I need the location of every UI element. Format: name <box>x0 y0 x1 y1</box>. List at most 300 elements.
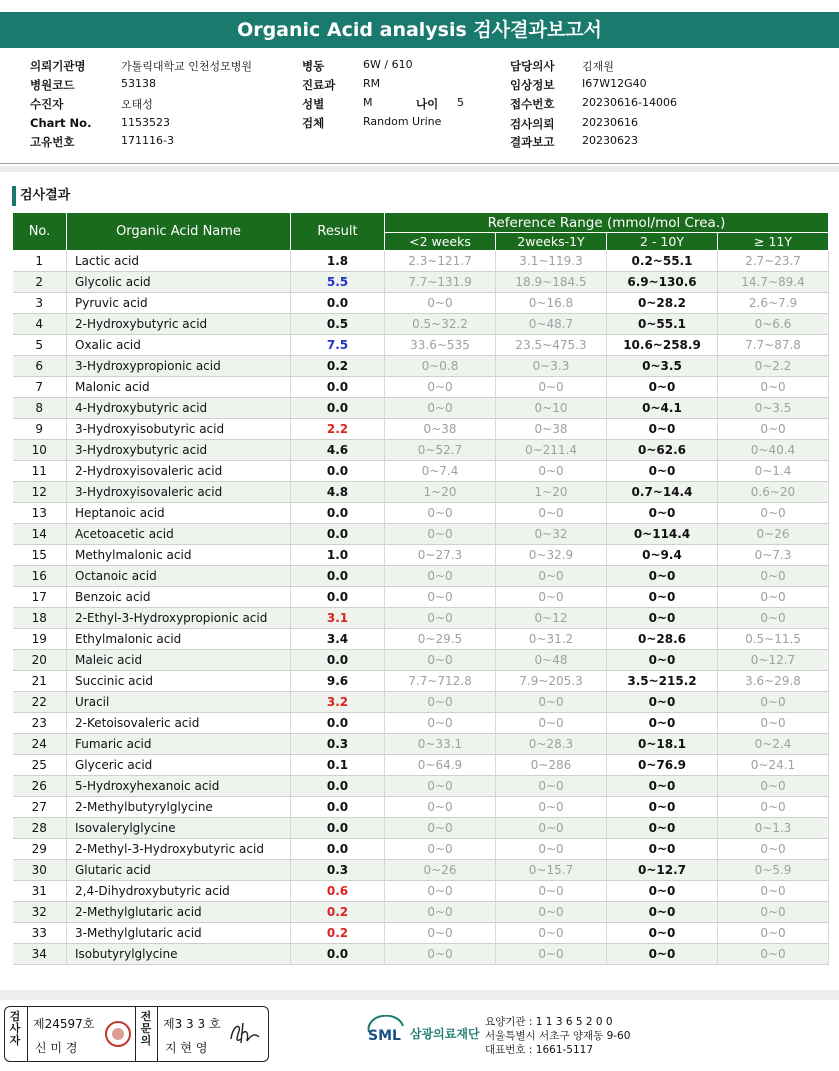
table-row <box>13 461 829 482</box>
ref-range-2-10y: 6.9~130.6 <box>607 272 718 293</box>
ref-range-over-11y: 2.7~23.7 <box>718 251 829 272</box>
ref-range-under-2w: 0~0 <box>385 818 496 839</box>
ref-range-over-11y: 0~0 <box>718 692 829 713</box>
ref-range-over-11y: 0~1.4 <box>718 461 829 482</box>
acid-name: 2,4-Dihydroxybutyric acid <box>67 881 291 902</box>
ref-range-under-2w: 0~0 <box>385 650 496 671</box>
ref-range-2w-1y: 0~10 <box>496 398 607 419</box>
ref-range-2-10y: 0~0 <box>607 713 718 734</box>
result-value: 0.0 <box>291 461 385 482</box>
acid-name: Glutaric acid <box>67 860 291 881</box>
approver-license: 제3 3 3 호 <box>163 1017 221 1031</box>
sig-divider <box>157 1007 158 1061</box>
ref-range-under-2w: 0~33.1 <box>385 734 496 755</box>
row-number: 9 <box>13 419 67 440</box>
info-value: 20230616 <box>582 116 638 129</box>
ref-range-2w-1y: 0~211.4 <box>496 440 607 461</box>
ref-range-under-2w: 0~0 <box>385 713 496 734</box>
row-number: 18 <box>13 608 67 629</box>
info-value: 5 <box>457 96 464 109</box>
row-number: 33 <box>13 923 67 944</box>
ref-range-under-2w: 0~26 <box>385 860 496 881</box>
table-row <box>13 314 829 335</box>
row-number: 17 <box>13 587 67 608</box>
ref-range-over-11y: 0~0 <box>718 944 829 965</box>
ref-range-2w-1y: 0~0 <box>496 461 607 482</box>
table-row <box>13 524 829 545</box>
row-number: 10 <box>13 440 67 461</box>
ref-range-over-11y: 0.5~11.5 <box>718 629 829 650</box>
tester-license: 제24597호 <box>33 1017 95 1031</box>
ref-range-over-11y: 0~0 <box>718 902 829 923</box>
result-value: 0.0 <box>291 818 385 839</box>
ref-range-2w-1y: 0~38 <box>496 419 607 440</box>
ref-range-2w-1y: 0~0 <box>496 881 607 902</box>
ref-range-2w-1y: 0~286 <box>496 755 607 776</box>
ref-range-over-11y: 3.6~29.8 <box>718 671 829 692</box>
signature-box <box>4 1006 269 1062</box>
ref-range-2-10y: 0~28.6 <box>607 629 718 650</box>
info-value: 20230616-14006 <box>582 96 677 109</box>
info-value: RM <box>363 77 381 90</box>
result-value: 0.0 <box>291 713 385 734</box>
ref-range-over-11y: 0~0 <box>718 377 829 398</box>
col-header-range: ≥ 11Y <box>718 233 829 251</box>
ref-range-under-2w: 0~0 <box>385 692 496 713</box>
table-row <box>13 797 829 818</box>
ref-range-2-10y: 0~0 <box>607 566 718 587</box>
result-value: 0.0 <box>291 524 385 545</box>
ref-range-2w-1y: 0~16.8 <box>496 293 607 314</box>
info-label: 진료과 <box>302 78 336 92</box>
ref-range-over-11y: 0~26 <box>718 524 829 545</box>
col-header-name: Organic Acid Name <box>67 213 291 251</box>
ref-range-2w-1y: 7.9~205.3 <box>496 671 607 692</box>
row-number: 1 <box>13 251 67 272</box>
ref-range-under-2w: 0~0 <box>385 902 496 923</box>
tester-name: 신 미 경 <box>35 1041 78 1055</box>
ref-range-over-11y: 14.7~89.4 <box>718 272 829 293</box>
acid-name: 2-Hydroxyisovaleric acid <box>67 461 291 482</box>
ref-range-over-11y: 0~2.4 <box>718 734 829 755</box>
info-value: Random Urine <box>363 115 442 128</box>
footer-separator <box>0 990 839 1000</box>
ref-range-2-10y: 0~0 <box>607 944 718 965</box>
row-number: 26 <box>13 776 67 797</box>
row-number: 3 <box>13 293 67 314</box>
row-number: 20 <box>13 650 67 671</box>
result-value: 7.5 <box>291 335 385 356</box>
col-header-range: 2 - 10Y <box>607 233 718 251</box>
ref-range-2w-1y: 0~0 <box>496 587 607 608</box>
acid-name: Methylmalonic acid <box>67 545 291 566</box>
contact-line: 서울특별시 서초구 양재동 9-60 <box>485 1030 631 1042</box>
ref-range-2-10y: 0~0 <box>607 377 718 398</box>
ref-range-over-11y: 0~1.3 <box>718 818 829 839</box>
ref-range-under-2w: 0~0 <box>385 797 496 818</box>
table-row <box>13 545 829 566</box>
row-number: 4 <box>13 314 67 335</box>
ref-range-over-11y: 0~3.5 <box>718 398 829 419</box>
table-row <box>13 902 829 923</box>
info-label: 검사의뢰 <box>510 117 555 131</box>
ref-range-over-11y: 0~0 <box>718 608 829 629</box>
acid-name: 3-Hydroxyisobutyric acid <box>67 419 291 440</box>
acid-name: 3-Hydroxyisovaleric acid <box>67 482 291 503</box>
result-value: 0.0 <box>291 797 385 818</box>
info-value: 가톨릭대학교 인천성모병원 <box>121 60 253 73</box>
ref-range-2w-1y: 0~0 <box>496 944 607 965</box>
ref-range-under-2w: 1~20 <box>385 482 496 503</box>
row-number: 34 <box>13 944 67 965</box>
row-number: 25 <box>13 755 67 776</box>
info-label: 병원코드 <box>30 78 75 92</box>
ref-range-2-10y: 0~18.1 <box>607 734 718 755</box>
result-value: 0.2 <box>291 923 385 944</box>
table-row <box>13 629 829 650</box>
table-row <box>13 692 829 713</box>
result-value: 0.0 <box>291 293 385 314</box>
table-row <box>13 818 829 839</box>
ref-range-under-2w: 33.6~535 <box>385 335 496 356</box>
ref-range-2w-1y: 0~0 <box>496 923 607 944</box>
ref-range-2-10y: 0~0 <box>607 587 718 608</box>
ref-range-over-11y: 0~6.6 <box>718 314 829 335</box>
acid-name: 2-Ketoisovaleric acid <box>67 713 291 734</box>
table-row <box>13 650 829 671</box>
result-value: 0.0 <box>291 776 385 797</box>
table-row <box>13 755 829 776</box>
ref-range-under-2w: 0~52.7 <box>385 440 496 461</box>
table-row <box>13 293 829 314</box>
result-value: 0.0 <box>291 566 385 587</box>
row-number: 5 <box>13 335 67 356</box>
ref-range-over-11y: 0~0 <box>718 713 829 734</box>
lab-name: 삼광의료재단 <box>410 1027 480 1041</box>
table-row <box>13 398 829 419</box>
row-number: 30 <box>13 860 67 881</box>
acid-name: Pyruvic acid <box>67 293 291 314</box>
ref-range-2w-1y: 0~32.9 <box>496 545 607 566</box>
info-label: 결과보고 <box>510 135 555 149</box>
info-value: 171116-3 <box>121 134 174 147</box>
result-value: 0.3 <box>291 860 385 881</box>
ref-range-under-2w: 0~0 <box>385 923 496 944</box>
table-row <box>13 587 829 608</box>
ref-range-2-10y: 0~0 <box>607 650 718 671</box>
ref-range-over-11y: 0~7.3 <box>718 545 829 566</box>
result-value: 0.5 <box>291 314 385 335</box>
info-label: 수진자 <box>30 97 64 111</box>
ref-range-2w-1y: 0~0 <box>496 692 607 713</box>
ref-range-2-10y: 3.5~215.2 <box>607 671 718 692</box>
result-value: 0.3 <box>291 734 385 755</box>
ref-range-under-2w: 0~27.3 <box>385 545 496 566</box>
ref-range-over-11y: 0~0 <box>718 797 829 818</box>
acid-name: Glycolic acid <box>67 272 291 293</box>
ref-range-under-2w: 0~0 <box>385 776 496 797</box>
ref-range-2-10y: 0~0 <box>607 881 718 902</box>
ref-range-2-10y: 0~4.1 <box>607 398 718 419</box>
table-row <box>13 881 829 902</box>
ref-range-under-2w: 0~0 <box>385 377 496 398</box>
ref-range-2w-1y: 0~0 <box>496 566 607 587</box>
acid-name: Malonic acid <box>67 377 291 398</box>
table-row <box>13 566 829 587</box>
info-value: 6W / 610 <box>363 58 413 71</box>
acid-name: 2-Ethyl-3-Hydroxypropionic acid <box>67 608 291 629</box>
info-label: 의뢰기관명 <box>30 59 86 73</box>
result-value: 0.6 <box>291 881 385 902</box>
row-number: 27 <box>13 797 67 818</box>
row-number: 32 <box>13 902 67 923</box>
result-value: 3.2 <box>291 692 385 713</box>
ref-range-2w-1y: 0~48 <box>496 650 607 671</box>
ref-range-2-10y: 0~9.4 <box>607 545 718 566</box>
ref-range-under-2w: 7.7~131.9 <box>385 272 496 293</box>
seal-stamp <box>105 1021 131 1047</box>
ref-range-under-2w: 0~29.5 <box>385 629 496 650</box>
info-label: 고유번호 <box>30 135 75 149</box>
ref-range-2-10y: 0~28.2 <box>607 293 718 314</box>
ref-range-2w-1y: 0~3.3 <box>496 356 607 377</box>
ref-range-over-11y: 0~0 <box>718 776 829 797</box>
ref-range-2w-1y: 0~12 <box>496 608 607 629</box>
info-label: 성별 <box>302 97 325 111</box>
row-number: 14 <box>13 524 67 545</box>
ref-range-under-2w: 0~0 <box>385 881 496 902</box>
info-value: I67W12G40 <box>582 77 647 90</box>
info-value: 53138 <box>121 77 156 90</box>
ref-range-2w-1y: 0~0 <box>496 377 607 398</box>
ref-range-2-10y: 0~0 <box>607 818 718 839</box>
info-label: 임상정보 <box>510 78 555 92</box>
table-row <box>13 335 829 356</box>
row-number: 22 <box>13 692 67 713</box>
acid-name: Maleic acid <box>67 650 291 671</box>
results-body <box>13 251 829 965</box>
result-value: 0.0 <box>291 944 385 965</box>
lab-contact <box>485 1015 630 1057</box>
patient-info-panel <box>0 52 839 164</box>
ref-range-2w-1y: 0~28.3 <box>496 734 607 755</box>
acid-name: 3-Hydroxypropionic acid <box>67 356 291 377</box>
acid-name: Succinic acid <box>67 671 291 692</box>
row-number: 7 <box>13 377 67 398</box>
ref-range-under-2w: 0~64.9 <box>385 755 496 776</box>
result-value: 3.1 <box>291 608 385 629</box>
result-value: 0.2 <box>291 356 385 377</box>
ref-range-2-10y: 0~0 <box>607 776 718 797</box>
acid-name: Octanoic acid <box>67 566 291 587</box>
ref-range-over-11y: 0~0 <box>718 881 829 902</box>
ref-range-over-11y: 0~40.4 <box>718 440 829 461</box>
table-row <box>13 860 829 881</box>
ref-range-2-10y: 0~0 <box>607 692 718 713</box>
ref-range-over-11y: 0~12.7 <box>718 650 829 671</box>
acid-name: Fumaric acid <box>67 734 291 755</box>
result-value: 9.6 <box>291 671 385 692</box>
row-number: 29 <box>13 839 67 860</box>
table-row <box>13 608 829 629</box>
info-divider <box>0 163 839 164</box>
contact-line: 대표번호 : 1661-5117 <box>485 1044 594 1056</box>
col-header-result: Result <box>291 213 385 251</box>
separator-band <box>0 166 839 172</box>
table-row <box>13 251 829 272</box>
acid-name: 2-Methylbutyrylglycine <box>67 797 291 818</box>
ref-range-under-2w: 0~0 <box>385 503 496 524</box>
ref-range-2-10y: 0~0 <box>607 902 718 923</box>
ref-range-2-10y: 0~76.9 <box>607 755 718 776</box>
info-label: 접수번호 <box>510 97 555 111</box>
ref-range-2-10y: 0~55.1 <box>607 314 718 335</box>
info-value: 김재원 <box>582 60 614 73</box>
table-row <box>13 419 829 440</box>
ref-range-2-10y: 0~3.5 <box>607 356 718 377</box>
acid-name: Lactic acid <box>67 251 291 272</box>
result-value: 0.0 <box>291 377 385 398</box>
ref-range-under-2w: 7.7~712.8 <box>385 671 496 692</box>
result-value: 4.6 <box>291 440 385 461</box>
ref-range-2w-1y: 18.9~184.5 <box>496 272 607 293</box>
ref-range-2-10y: 10.6~258.9 <box>607 335 718 356</box>
info-value: 오태성 <box>121 98 153 111</box>
ref-range-over-11y: 0.6~20 <box>718 482 829 503</box>
col-header-no: No. <box>13 213 67 251</box>
ref-range-over-11y: 0~0 <box>718 503 829 524</box>
ref-range-under-2w: 0~0 <box>385 293 496 314</box>
info-label: 검체 <box>302 116 325 130</box>
ref-range-2-10y: 0~0 <box>607 839 718 860</box>
row-number: 16 <box>13 566 67 587</box>
acid-name: Oxalic acid <box>67 335 291 356</box>
table-row <box>13 377 829 398</box>
acid-name: 5-Hydroxyhexanoic acid <box>67 776 291 797</box>
report-title: Organic Acid analysis 검사결과보고서 <box>0 12 839 48</box>
ref-range-2w-1y: 0~48.7 <box>496 314 607 335</box>
table-row <box>13 776 829 797</box>
ref-range-2w-1y: 0~0 <box>496 713 607 734</box>
result-value: 1.8 <box>291 251 385 272</box>
table-row <box>13 503 829 524</box>
ref-range-over-11y: 0~0 <box>718 587 829 608</box>
ref-range-2-10y: 0.2~55.1 <box>607 251 718 272</box>
results-table <box>12 212 829 965</box>
ref-range-under-2w: 0~0 <box>385 398 496 419</box>
row-number: 13 <box>13 503 67 524</box>
handwritten-signature <box>227 1017 263 1049</box>
col-header-reference: Reference Range (mmol/mol Crea.) <box>385 213 829 233</box>
ref-range-2-10y: 0~0 <box>607 503 718 524</box>
ref-range-over-11y: 0~0 <box>718 923 829 944</box>
sml-logo-icon <box>366 1015 406 1049</box>
table-row <box>13 734 829 755</box>
result-value: 0.0 <box>291 503 385 524</box>
ref-range-under-2w: 0.5~32.2 <box>385 314 496 335</box>
sig-divider <box>135 1007 136 1061</box>
acid-name: Benzoic acid <box>67 587 291 608</box>
ref-range-2-10y: 0~0 <box>607 608 718 629</box>
ref-range-2w-1y: 0~0 <box>496 818 607 839</box>
ref-range-under-2w: 0~0 <box>385 608 496 629</box>
ref-range-2w-1y: 0~0 <box>496 902 607 923</box>
row-number: 12 <box>13 482 67 503</box>
ref-range-under-2w: 0~38 <box>385 419 496 440</box>
ref-range-2w-1y: 23.5~475.3 <box>496 335 607 356</box>
result-value: 4.8 <box>291 482 385 503</box>
table-row <box>13 839 829 860</box>
ref-range-2w-1y: 0~0 <box>496 839 607 860</box>
table-row <box>13 440 829 461</box>
ref-range-over-11y: 0~2.2 <box>718 356 829 377</box>
result-value: 1.0 <box>291 545 385 566</box>
row-number: 21 <box>13 671 67 692</box>
ref-range-2w-1y: 0~31.2 <box>496 629 607 650</box>
table-row <box>13 356 829 377</box>
col-header-range: 2weeks-1Y <box>496 233 607 251</box>
tester-label: 검사자 <box>9 1010 21 1047</box>
row-number: 24 <box>13 734 67 755</box>
row-number: 8 <box>13 398 67 419</box>
ref-range-2-10y: 0~0 <box>607 797 718 818</box>
table-row <box>13 923 829 944</box>
table-row <box>13 713 829 734</box>
ref-range-over-11y: 0~0 <box>718 839 829 860</box>
acid-name: 2-Methyl-3-Hydroxybutyric acid <box>67 839 291 860</box>
ref-range-2w-1y: 0~0 <box>496 797 607 818</box>
result-value: 0.0 <box>291 839 385 860</box>
acid-name: Acetoacetic acid <box>67 524 291 545</box>
info-value: M <box>363 96 373 109</box>
ref-range-under-2w: 0~0 <box>385 587 496 608</box>
acid-name: Isovalerylglycine <box>67 818 291 839</box>
ref-range-2-10y: 0~12.7 <box>607 860 718 881</box>
result-value: 2.2 <box>291 419 385 440</box>
ref-range-under-2w: 0~0 <box>385 839 496 860</box>
table-row <box>13 482 829 503</box>
ref-range-2w-1y: 0~15.7 <box>496 860 607 881</box>
result-value: 0.0 <box>291 398 385 419</box>
sig-divider <box>27 1007 28 1061</box>
info-label: 담당의사 <box>510 59 555 73</box>
ref-range-2w-1y: 3.1~119.3 <box>496 251 607 272</box>
ref-range-2-10y: 0.7~14.4 <box>607 482 718 503</box>
result-value: 0.0 <box>291 650 385 671</box>
result-value: 5.5 <box>291 272 385 293</box>
ref-range-2-10y: 0~114.4 <box>607 524 718 545</box>
ref-range-over-11y: 0~5.9 <box>718 860 829 881</box>
result-value: 0.2 <box>291 902 385 923</box>
result-value: 0.0 <box>291 587 385 608</box>
ref-range-2w-1y: 0~32 <box>496 524 607 545</box>
ref-range-over-11y: 0~0 <box>718 566 829 587</box>
ref-range-over-11y: 0~24.1 <box>718 755 829 776</box>
ref-range-under-2w: 0~0 <box>385 944 496 965</box>
acid-name: 3-Methylglutaric acid <box>67 923 291 944</box>
row-number: 6 <box>13 356 67 377</box>
acid-name: Glyceric acid <box>67 755 291 776</box>
acid-name: 2-Hydroxybutyric acid <box>67 314 291 335</box>
approver-name: 지 현 영 <box>165 1041 208 1055</box>
ref-range-2-10y: 0~62.6 <box>607 440 718 461</box>
acid-name: 3-Hydroxybutyric acid <box>67 440 291 461</box>
ref-range-2-10y: 0~0 <box>607 923 718 944</box>
result-value: 3.4 <box>291 629 385 650</box>
svg-text:SML: SML <box>368 1028 401 1044</box>
info-label: Chart No. <box>30 116 92 130</box>
ref-range-over-11y: 7.7~87.8 <box>718 335 829 356</box>
